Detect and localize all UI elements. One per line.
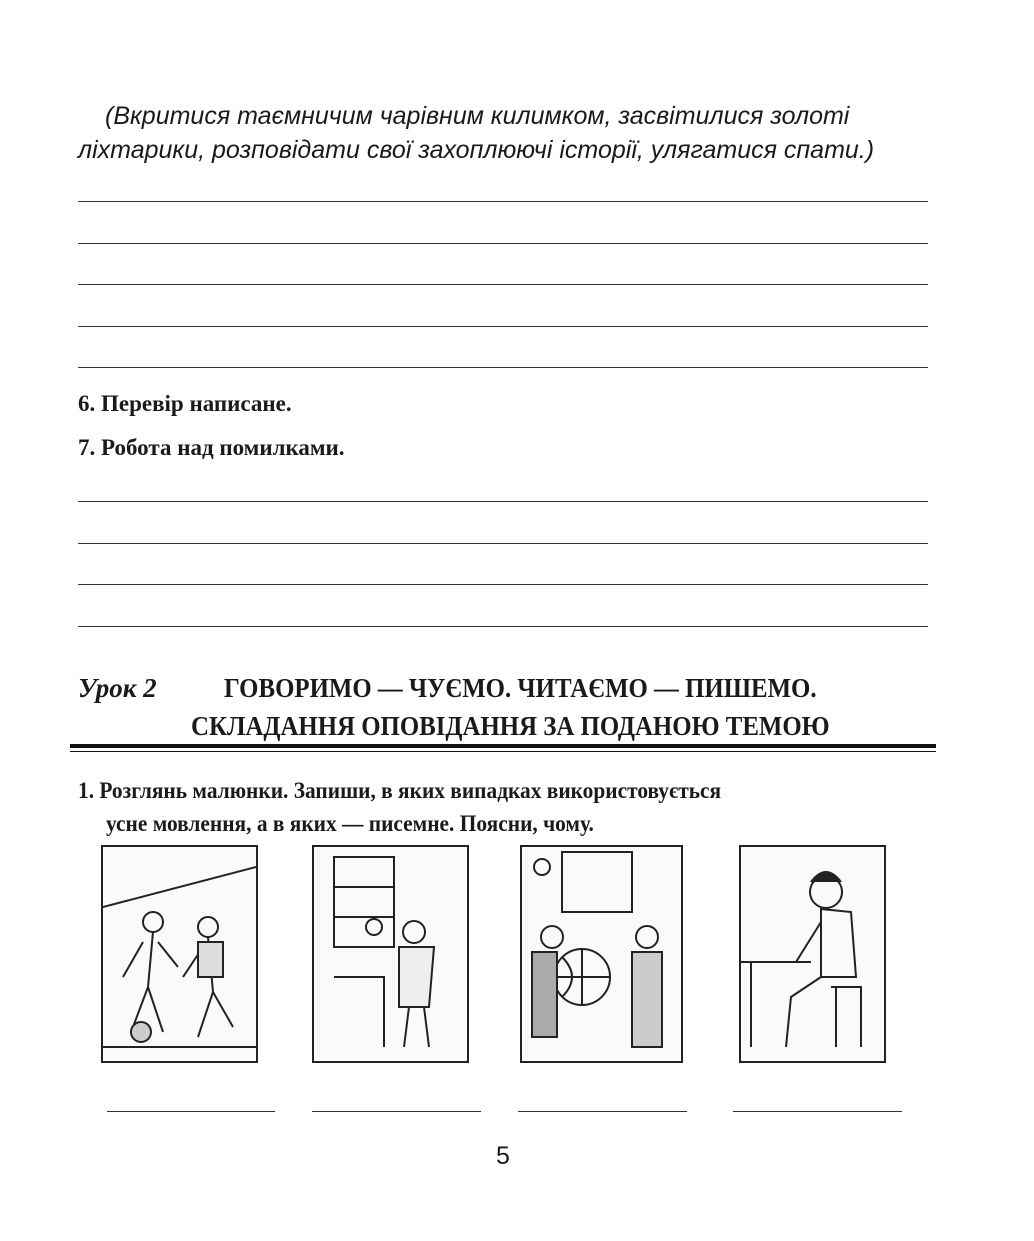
title-rule (70, 744, 936, 748)
answer-line-3[interactable] (518, 1111, 687, 1112)
writing-line[interactable] (78, 284, 928, 285)
writing-line[interactable] (78, 626, 928, 627)
task-7: 7. Робота над помилками. (78, 435, 345, 460)
prompt-line-2: ліхтарики, розповідати свої захоплюючі історії, улягатися спати.) (78, 136, 875, 164)
writing-line[interactable] (78, 501, 928, 502)
writing-line[interactable] (78, 367, 928, 368)
exercise-1-line-1: 1. Розглянь малюнки. Запиши, в яких випадках використовується (78, 778, 722, 803)
writing-line[interactable] (78, 326, 928, 327)
lesson-title-2: СКЛАДАННЯ ОПОВІДАННЯ ЗА ПОДАНОЮ ТЕМОЮ (191, 711, 830, 741)
writing-line[interactable] (78, 243, 928, 244)
exercise-1-line-2: усне мовлення, а в яких — писемне. Поясни, чому. (106, 811, 594, 836)
title-rule-thin (70, 751, 936, 752)
picture-children-with-globe (520, 845, 683, 1063)
writing-line[interactable] (78, 584, 928, 585)
page-number: 5 (496, 1142, 510, 1170)
picture-boy-writing-at-desk (739, 845, 886, 1063)
writing-line[interactable] (78, 543, 928, 544)
lesson-title-1: ГОВОРИМО — ЧУЄМО. ЧИТАЄМО — ПИШЕМО. (224, 673, 817, 703)
picture-girl-in-library (312, 845, 469, 1063)
prompt-line-1: (Вкритися таємничим чарівним килимком, засвітилися золоті (105, 102, 850, 130)
writing-line[interactable] (78, 201, 928, 202)
picture-football-players (101, 845, 258, 1063)
lesson-label: Урок 2 (78, 673, 157, 703)
task-6: 6. Перевір написане. (78, 391, 292, 416)
answer-line-2[interactable] (312, 1111, 481, 1112)
answer-line-4[interactable] (733, 1111, 902, 1112)
answer-line-1[interactable] (107, 1111, 275, 1112)
